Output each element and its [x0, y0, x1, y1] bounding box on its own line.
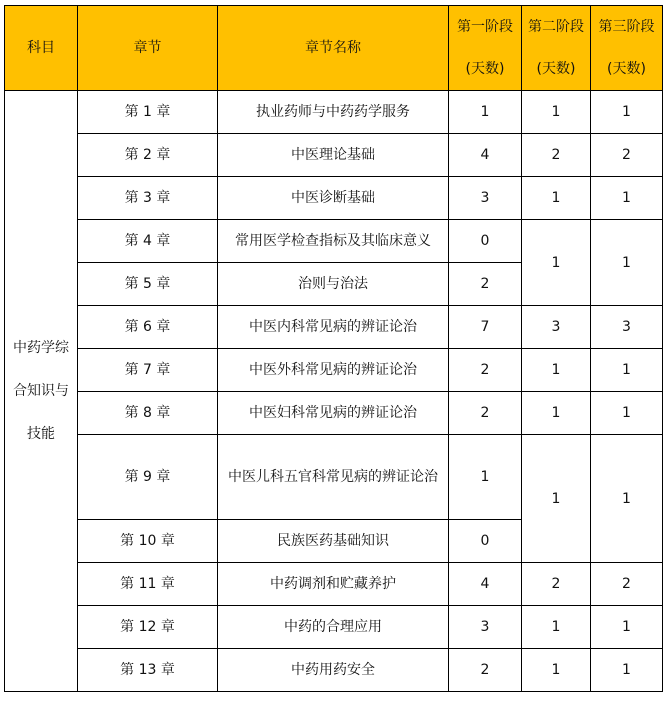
stage2-days: 1 — [522, 649, 591, 692]
chapter-name-cell: 治则与治法 — [218, 263, 449, 306]
chapter-name-cell: 常用医学检查指标及其临床意义 — [218, 220, 449, 263]
chapter-cell: 第 5 章 — [78, 263, 218, 306]
table-row — [5, 177, 663, 220]
header-chapter-name: 章节名称 — [218, 6, 449, 91]
stage3-label: 第三阶段 — [598, 19, 655, 35]
stage3-days: 1 — [591, 177, 663, 220]
header-stage2 — [522, 6, 591, 91]
chapter-name-cell: 民族医药基础知识 — [218, 520, 449, 563]
table-row — [5, 349, 663, 392]
chapter-name-cell: 中药的合理应用 — [218, 606, 449, 649]
stage2-days: 1 — [522, 177, 591, 220]
stage3-days: 1 — [591, 220, 663, 306]
stage3-days: 1 — [591, 91, 663, 134]
stage3-days: 1 — [591, 435, 663, 563]
stage1-days: 2 — [449, 263, 522, 306]
stage1-days: 4 — [449, 134, 522, 177]
chapter-cell: 第 8 章 — [78, 392, 218, 435]
stage1-days: 3 — [449, 606, 522, 649]
chapter-name-cell: 执业药师与中药药学服务 — [218, 91, 449, 134]
header-row — [5, 6, 663, 91]
table-row — [5, 91, 663, 134]
stage2-days: 1 — [522, 220, 591, 306]
stage2-days: 1 — [522, 349, 591, 392]
days-label: (天数) — [607, 61, 646, 77]
table-row — [5, 435, 663, 520]
table-row — [5, 392, 663, 435]
subject-cell: 中药学综合知识与技能 — [5, 91, 78, 692]
stage1-days: 2 — [449, 392, 522, 435]
stage1-days: 7 — [449, 306, 522, 349]
stage1-days: 0 — [449, 520, 522, 563]
table-row — [5, 220, 663, 263]
header-stage1 — [449, 6, 522, 91]
stage3-days: 2 — [591, 563, 663, 606]
stage3-days: 2 — [591, 134, 663, 177]
chapter-cell: 第 1 章 — [78, 91, 218, 134]
stage3-days: 1 — [591, 649, 663, 692]
stage3-days: 1 — [591, 606, 663, 649]
chapter-cell: 第 7 章 — [78, 349, 218, 392]
chapter-cell: 第 4 章 — [78, 220, 218, 263]
chapter-name-cell: 中医诊断基础 — [218, 177, 449, 220]
chapter-cell: 第 12 章 — [78, 606, 218, 649]
chapter-cell: 第 2 章 — [78, 134, 218, 177]
stage2-days: 1 — [522, 392, 591, 435]
stage2-days: 3 — [522, 306, 591, 349]
chapter-cell: 第 10 章 — [78, 520, 218, 563]
table-row — [5, 134, 663, 177]
header-chapter: 章节 — [78, 6, 218, 91]
stage1-days: 1 — [449, 435, 522, 520]
chapter-cell: 第 9 章 — [78, 435, 218, 520]
chapter-name-cell: 中药用药安全 — [218, 649, 449, 692]
chapter-cell: 第 6 章 — [78, 306, 218, 349]
chapter-cell: 第 11 章 — [78, 563, 218, 606]
stage1-days: 3 — [449, 177, 522, 220]
stage1-days: 4 — [449, 563, 522, 606]
chapter-name-cell: 中医妇科常见病的辨证论治 — [218, 392, 449, 435]
chapter-cell: 第 3 章 — [78, 177, 218, 220]
stage2-days: 1 — [522, 606, 591, 649]
chapter-name-cell: 中医理论基础 — [218, 134, 449, 177]
stage2-days: 2 — [522, 134, 591, 177]
table-row — [5, 649, 663, 692]
days-label: (天数) — [536, 61, 576, 77]
stage3-days: 1 — [591, 349, 663, 392]
chapter-name-cell: 中医内科常见病的辨证论治 — [218, 306, 449, 349]
stage3-days: 1 — [591, 392, 663, 435]
chapter-name-cell: 中药调剂和贮藏养护 — [218, 563, 449, 606]
chapter-cell: 第 13 章 — [78, 649, 218, 692]
stage2-days: 2 — [522, 563, 591, 606]
stage1-days: 1 — [449, 91, 522, 134]
stage1-days: 2 — [449, 649, 522, 692]
table-row — [5, 306, 663, 349]
stage3-days: 3 — [591, 306, 663, 349]
stage1-days: 2 — [449, 349, 522, 392]
study-plan-table — [4, 5, 663, 692]
chapter-name-cell: 中医外科常见病的辨证论治 — [218, 349, 449, 392]
header-subject: 科目 — [5, 6, 78, 91]
stage2-days: 1 — [522, 91, 591, 134]
stage2-days: 1 — [522, 435, 591, 563]
table-row — [5, 563, 663, 606]
chapter-name-cell: 中医儿科五官科常见病的辨证论治 — [218, 435, 449, 520]
stage1-days: 0 — [449, 220, 522, 263]
stage1-label: 第一阶段 — [457, 19, 513, 35]
header-stage3 — [591, 6, 663, 91]
table-row — [5, 606, 663, 649]
days-label: (天数) — [465, 61, 505, 77]
stage2-label: 第二阶段 — [528, 19, 584, 35]
